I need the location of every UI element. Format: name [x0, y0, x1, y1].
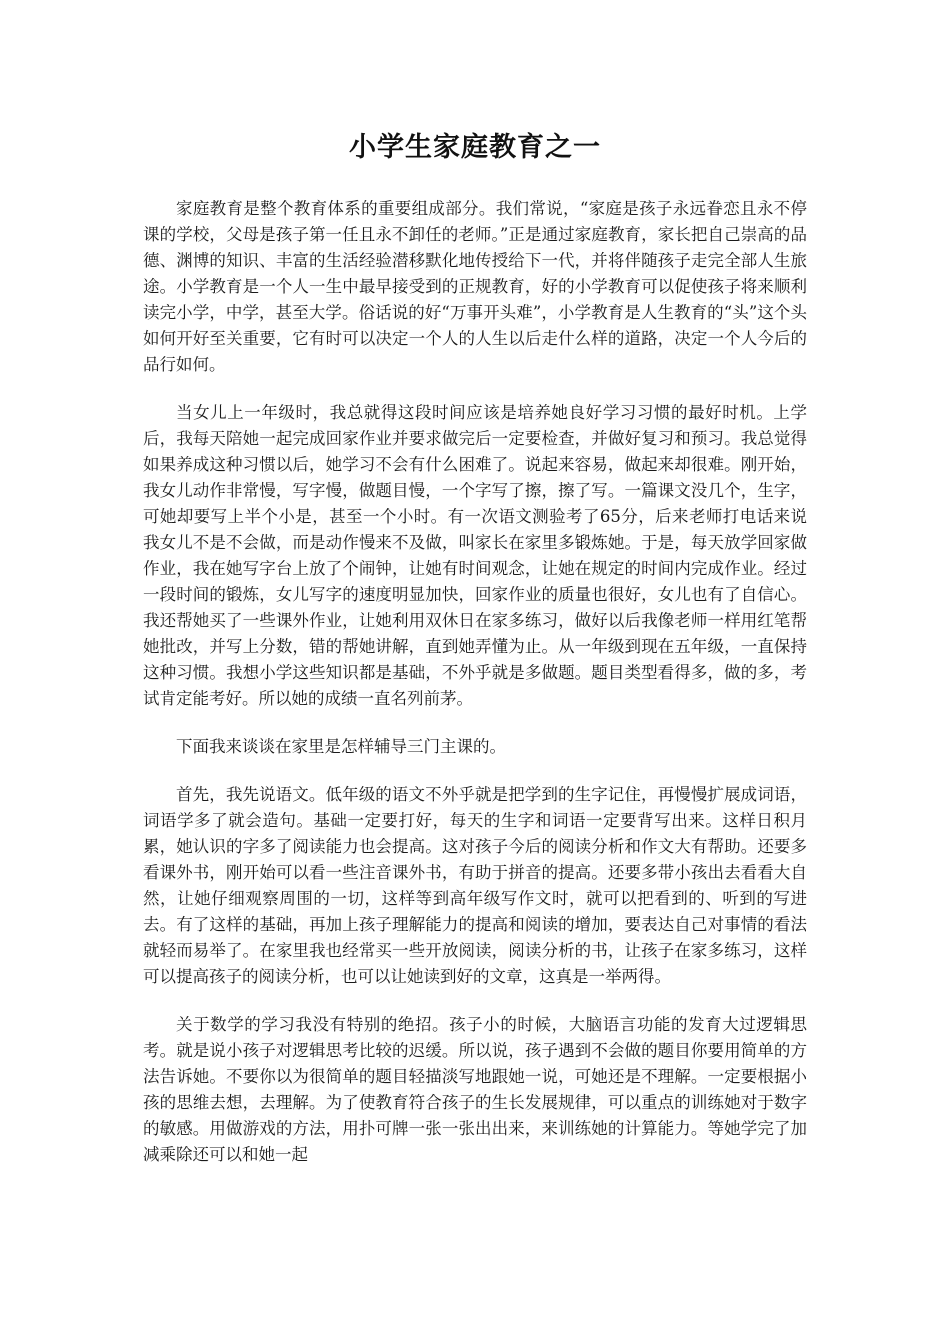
document-title: 小学生家庭教育之一	[349, 132, 601, 163]
paragraph-math: 关于数学的学习我没有特别的绝招。孩子小的时候，大脑语言功能的发育大过逻辑思考。就是说小孩子对逻辑思考比较的迟缓。所以说，孩子遇到不会做的题目你要用简单的方法告诉她。不要你以为很简单的题目轻描淡写地跟她一说，可她还是不理解。一定要根据小孩的思维去想，去理解。为了使教育符合孩子的生长发展规律，可以重点的训练她对于数字的敏感。用做游戏的方法，用扑可牌一张一张出出来，来训练她的计算能力。等她学完了加减乘除还可以和她一起	[143, 1015, 807, 1164]
paragraph-intro: 家庭教育是整个教育体系的重要组成部分。我们常说，“家庭是孩子永远眷恋且永不停课的学校，父母是孩子第一任且永不卸任的老师。”正是通过家庭教育，家长把自己崇高的品德、渊博的知识、丰富的生活经验潜移默化地传授给下一代，并将伴随孩子走完全部人生旅途。小学教育是一个人一生中最早接受到的正规教育，好的小学教育可以促使孩子将来顺利读完小学，中学，甚至大学。俗话说的好“万事开头难”，小学教育是人生教育的“头”这个头如何开好至关重要，它有时可以决定一个人的人生以后走什么样的道路，决定一个人今后的品行如何。	[143, 199, 807, 374]
paragraph-three-subjects: 下面我来谈谈在家里是怎样辅导三门主课的。	[176, 737, 506, 756]
paragraph-chinese: 首先，我先说语文。低年级的语文不外乎就是把学到的生字记住，再慢慢扩展成词语，词语学多了就会造句。基础一定要打好，每天的生字和词语一定要背写出来。这样日积月累，她认识的字多了阅读能力也会提高。这对孩子今后的阅读分析和作文大有帮助。还要多看课外书，刚开始可以看一些注音课外书，有助于拼音的提高。还要多带小孩出去看看大自然，让她仔细观察周围的一切，这样等到高年级写作文时，就可以把看到的、听到的写进去。有了这样的基础，再加上孩子理解能力的提高和阅读的增加，要表达自己对事情的看法就轻而易举了。在家里我也经常买一些开放阅读，阅读分析的书，让孩子在家多练习，这样可以提高孩子的阅读分析，也可以让她读到好的文章，这真是一举两得。	[143, 785, 807, 986]
document-body	[143, 196, 807, 1190]
paragraph-study-habits: 当女儿上一年级时，我总就得这段时间应该是培养她良好学习习惯的最好时机。上学后，我每天陪她一起完成回家作业并要求做完后一定要检查，并做好复习和预习。我总觉得如果养成这种习惯以后，她学习不会有什么困难了。说起来容易，做起来却很难。刚开始，我女儿动作非常慢，写字慢，做题目慢，一个字写了擦，擦了写。一篇课文没几个，生字，可她却要写上半个小是，甚至一个小时。有一次语文测验考了65分，后来老师打电话来说我女儿不是不会做，而是动作慢来不及做，叫家长在家里多锻炼她。于是，每天放学回家做作业，我在她写字台上放了个闹钟，让她有时间观念，让她在规定的时间内完成作业。经过一段时间的锻炼，女儿写字的速度明显加快，回家作业的质量也很好，女儿也有了自信心。我还帮她买了一些课外作业，让她利用双休日在家多练习，做好以后我像老师一样用红笔帮她批改，并写上分数，错的帮她讲解，直到她弄懂为止。从一年级到现在五年级，一直保持这种习惯。我想小学这些知识都是基础，不外乎就是多做题。题目类型看得多，做的多，考试肯定能考好。所以她的成绩一直名列前茅。	[143, 403, 807, 708]
